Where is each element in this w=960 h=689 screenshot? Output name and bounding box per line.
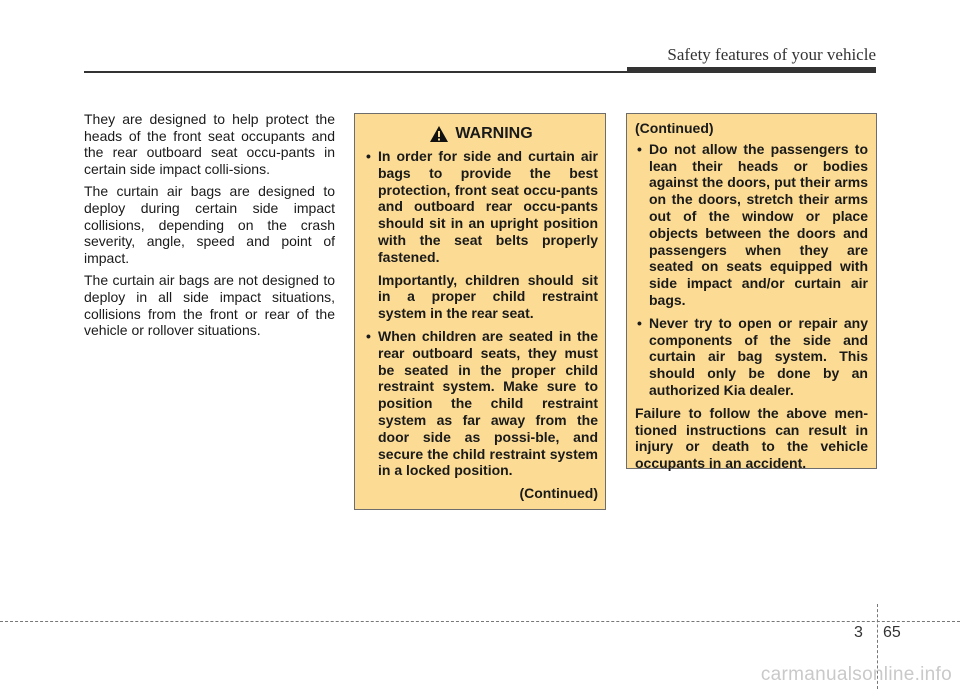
continued-label: (Continued) [635, 120, 714, 136]
section-title: Safety features of your vehicle [667, 45, 876, 64]
continued-label: (Continued) [519, 485, 598, 502]
paragraph: The curtain air bags are designed to deploy during certain side impact collisions, depending on the crash severity, angle, speed and point of impact. [84, 183, 335, 266]
body-text-column [84, 111, 335, 345]
warning-heading-text: WARNING [455, 124, 533, 142]
chapter-number: 3 [854, 624, 863, 641]
warning-heading [364, 125, 598, 143]
header-rule-accent [627, 67, 876, 72]
watermark: carmanualsonline.info [760, 664, 952, 685]
list-item-text: In order for side and curtain air bags to provide the best protection, front seat occu-pants and outboard rear occu-pants should sit in an upright position with the seat belts properly fastened. [378, 148, 598, 265]
list-item [635, 141, 868, 309]
list-item [364, 328, 598, 479]
warning-list [364, 148, 598, 479]
warning-continued-box [626, 113, 877, 472]
list-item-text: Do not allow the passengers to lean their heads or bodies against the doors, put their arms on the doors, stretch their arms out of the window or place objects between the doors and passengers when they are seated on seats equipped with side impact and/or curtain air bags. [649, 140, 868, 308]
warning-box [354, 113, 606, 510]
paragraph: They are designed to help protect the heads of the front seat occupants and the rear outboard seat occu-pants in certain side impact colli-sions. [84, 111, 335, 177]
paragraph: The curtain air bags are not designed to deploy in all side impact situations, collisions from the front or rear of the vehicle or rollover situations. [84, 272, 335, 339]
list-item [635, 315, 868, 399]
list-item-text: When children are seated in the rear outboard seats, they must be seated in the proper child restraint system. Make sure to position the child restraint system as far away from the door side as possi-ble, and secure the child restraint system in a locked position. [378, 327, 598, 479]
page-number: 65 [883, 624, 901, 641]
warning-triangle-icon [429, 125, 449, 143]
warning-list [635, 141, 868, 399]
footer-rule [0, 621, 960, 622]
warning-closing-text: Failure to follow the above men-tioned instructions can result in injury or death to the vehicle occupants in an accident. [635, 404, 868, 472]
list-item [364, 148, 598, 322]
list-item-subtext: Importantly, children should sit in a proper child restraint system in the rear seat. [378, 271, 598, 322]
list-item-text: Never try to open or repair any components of the side and curtain air bag system. This should only be done by an authorized Kia dealer. [649, 314, 868, 398]
